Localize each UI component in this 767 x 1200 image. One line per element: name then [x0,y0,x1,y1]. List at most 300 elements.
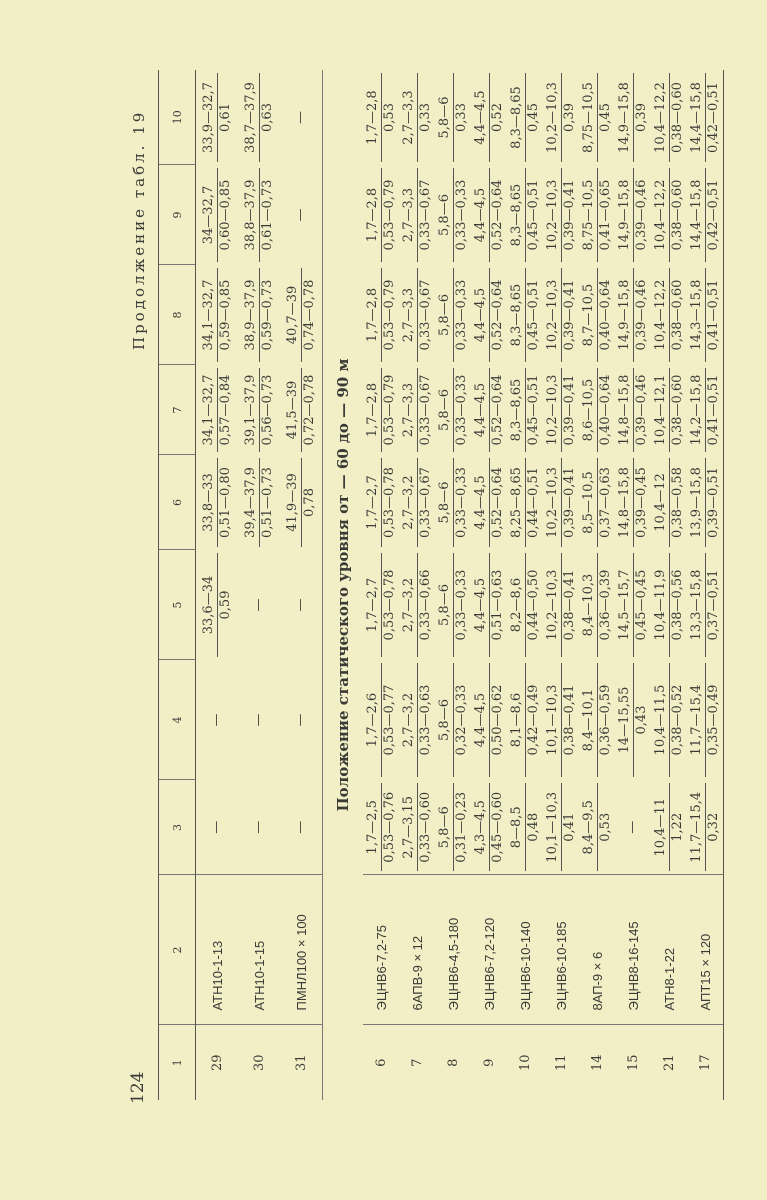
head-range: 33,9—32,7 [201,73,218,162]
head-range: 4,4—4,5 [473,368,490,452]
value-cell [399,70,435,165]
cell-value: — [251,820,266,834]
value-cell [435,455,471,550]
value-cell [687,455,724,550]
head-range: 38,8—37,9 [243,168,260,262]
value-cell [196,455,239,550]
efficiency-range: 0,45—0,45 [633,569,649,641]
pump-name: АПТ15 × 120 [687,875,724,1025]
efficiency-range: 0,53 [597,812,613,842]
head-range: 11,7—15,4 [689,663,706,777]
value-cell [615,165,651,265]
value-cell [238,365,280,455]
head-range: 41,9—39 [285,458,302,547]
head-range: 14,9—15,8 [617,73,634,162]
value-cell [687,780,724,875]
value-cell [507,455,543,550]
head-range: 14—15,55 [617,663,634,777]
efficiency-range: 0,51—0,80 [217,467,233,538]
efficiency-range: 0,59—0,85 [217,279,233,351]
efficiency-range: 0,53—0,78 [381,569,397,641]
head-range: 14,5—15,7 [617,553,634,657]
head-range: 10,4—12,2 [653,73,670,162]
value-cell [543,660,579,780]
efficiency-range: 0,36—0,59 [597,684,613,756]
value-cell [363,660,399,780]
head-range: 10,4—12,2 [653,168,670,262]
value-cell [435,70,471,165]
pump-name: АТН10-1-15 [238,875,280,1025]
value-cell [238,550,280,660]
value-cell [579,660,615,780]
efficiency-range: 0,39—0,41 [561,279,577,351]
efficiency-range: 0,45—0,51 [525,279,541,351]
value-cell [435,550,471,660]
head-range: 8,2—8,6 [509,553,526,657]
column-header: 1 [159,1025,196,1100]
efficiency-range: 0,33—0,33 [453,467,469,538]
pump-name: ЭЦНВ6-7,2-75 [363,875,399,1025]
head-range: 8,3—8,65 [509,73,526,162]
efficiency-range: 0,38—0,41 [561,569,577,641]
head-range: 14,2—15,8 [689,368,706,452]
cell-value: — [251,713,266,727]
efficiency-range: 0,45 [597,103,613,132]
head-range: 5,8—6 [437,553,454,657]
column-header: 6 [159,455,196,550]
head-range: 4,4—4,5 [473,663,490,777]
value-cell [471,70,507,165]
head-range: 4,4—4,5 [473,73,490,162]
cell-value: — [293,598,308,612]
efficiency-range: 0,41—0,65 [597,179,613,251]
efficiency-range: 0,40—0,64 [597,279,613,351]
column-header: 7 [159,365,196,455]
efficiency-range: 0,33—0,67 [417,467,433,538]
efficiency-range: 0,33—0,63 [417,684,433,756]
page-number: 124 [128,1071,148,1104]
value-cell [435,660,471,780]
head-range: 2,7—3,15 [401,783,418,872]
head-range: 11,7—15,4 [689,783,706,872]
value-cell [363,365,399,455]
value-cell [238,660,280,780]
value-cell [579,365,615,455]
value-cell [196,780,239,875]
head-range: 13,3—15,8 [689,553,706,657]
table-row [543,70,579,1100]
head-range: 2,7—3,2 [401,458,418,547]
head-range: 2,7—3,3 [401,73,418,162]
value-cell [196,550,239,660]
efficiency-range: 0,53—0,79 [381,279,397,351]
value-cell [615,365,651,455]
cell-value: — [293,713,308,727]
head-range: 1,7—2,8 [365,73,382,162]
efficiency-range: 0,53 [381,103,397,132]
head-range: 5,8—6 [437,168,454,262]
value-cell [471,780,507,875]
value-cell [196,660,239,780]
value-cell [399,660,435,780]
efficiency-range: 0,39—0,41 [561,179,577,251]
row-number: 31 [293,1054,309,1072]
efficiency-range: 0,42—0,49 [525,684,541,756]
value-cell [651,365,687,455]
value-cell [579,455,615,550]
head-range: 14,9—15,8 [617,268,634,362]
efficiency-range: 0,33 [417,103,433,132]
head-range: 34—32,7 [201,168,218,262]
head-range: 13,9—15,8 [689,458,706,547]
value-cell [435,165,471,265]
value-cell [579,265,615,365]
head-range: 10,2—10,3 [545,168,562,262]
value-cell [280,660,323,780]
value-cell [507,780,543,875]
efficiency-range: 0,35—0,49 [705,684,721,756]
value-cell [687,660,724,780]
row-number: 6 [373,1058,389,1067]
efficiency-range: 0,33—0,66 [417,569,433,641]
head-range: 10,2—10,3 [545,458,562,547]
pump-name: АТН10-1-13 [196,875,239,1025]
value-cell [280,550,323,660]
cell-value: — [625,820,640,834]
head-range: 5,8—6 [437,458,454,547]
head-range: 10,4—12,1 [653,368,670,452]
value-cell [471,365,507,455]
efficiency-range: 0,52 [489,103,505,132]
table-row [471,70,507,1100]
value-cell [507,265,543,365]
efficiency-range: 0,38—0,60 [669,82,685,153]
head-range: 8,75—10,5 [581,73,598,162]
head-range: 14,4—15,8 [689,168,706,262]
head-range: 10,4—11 [653,783,670,872]
value-cell [543,455,579,550]
head-range: 5,8—6 [437,663,454,777]
value-cell [196,165,239,265]
cell-value: — [293,111,308,124]
efficiency-range: 0,38—0,56 [669,569,685,641]
efficiency-range: 0,74—0,78 [301,279,317,351]
head-range: 10,2—10,3 [545,73,562,162]
row-number: 21 [661,1054,677,1072]
value-cell [238,165,280,265]
head-range: 4,4—4,5 [473,168,490,262]
value-cell [543,365,579,455]
efficiency-range: 0,36—0,39 [597,569,613,641]
value-cell [651,70,687,165]
value-cell [579,780,615,875]
efficiency-range: 0,72—0,78 [301,374,317,446]
value-cell [651,550,687,660]
value-cell [238,265,280,365]
efficiency-range: 0,39 [633,103,649,132]
efficiency-range: 0,44—0,50 [525,569,541,641]
value-cell [687,165,724,265]
efficiency-range: 0,33—0,33 [453,569,469,641]
head-range: 33,8—33 [201,458,218,547]
head-range: 8,7—10,5 [581,268,598,362]
efficiency-range: 0,61 [217,103,233,132]
value-cell [507,550,543,660]
value-cell [196,265,239,365]
value-cell [687,265,724,365]
head-range: 4,4—4,5 [473,553,490,657]
efficiency-range: 0,56—0,73 [259,374,275,446]
efficiency-range: 0,33 [453,103,469,132]
table-continuation-title: Продолжение табл. 19 [130,109,148,350]
pump-name: 8АП-9 × 6 [579,875,615,1025]
efficiency-range: 0,39—0,51 [705,467,721,538]
table-row [238,70,280,1100]
cell-value: — [209,713,224,727]
value-cell [399,780,435,875]
efficiency-range: 0,39—0,46 [633,374,649,446]
value-cell [196,365,239,455]
efficiency-range: 0,37—0,63 [597,467,613,538]
value-cell [579,550,615,660]
value-cell [363,70,399,165]
head-range: 5,8—6 [437,268,454,362]
value-cell [280,165,323,265]
efficiency-range: 0,61—0,73 [259,179,275,251]
value-cell [399,165,435,265]
table-row [280,70,323,1100]
head-range: 10,2—10,3 [545,368,562,452]
head-range: 34,1—32,7 [201,268,218,362]
value-cell [196,70,239,165]
pump-name: ЭЦНВ6-10-140 [507,875,543,1025]
head-range: 5,8—6 [437,368,454,452]
head-range: 10,4—11,5 [653,663,670,777]
head-range: 10,4—12 [653,458,670,547]
efficiency-range: 0,51—0,73 [259,467,275,538]
value-cell [363,165,399,265]
value-cell [471,455,507,550]
value-cell [543,70,579,165]
head-range: 10,4—12,2 [653,268,670,362]
head-range: 14,9—15,8 [617,168,634,262]
value-cell [687,550,724,660]
efficiency-range: 0,33—0,67 [417,179,433,251]
head-range: 1,7—2,7 [365,553,382,657]
section-row [323,70,364,1100]
column-header: 3 [159,780,196,875]
efficiency-range: 0,53—0,79 [381,374,397,446]
value-cell [651,455,687,550]
head-range: 2,7—3,2 [401,663,418,777]
value-cell [471,550,507,660]
column-header: 10 [159,70,196,165]
value-cell [651,165,687,265]
efficiency-range: 0,45—0,60 [489,791,505,863]
value-cell [507,165,543,265]
efficiency-range: 0,52—0,64 [489,374,505,446]
value-cell [471,165,507,265]
row-number: 7 [409,1058,425,1067]
head-range: 4,4—4,5 [473,458,490,547]
efficiency-range: 0,48 [525,812,541,842]
efficiency-range: 0,52—0,64 [489,279,505,351]
head-range: 8,4—9,5 [581,783,598,872]
row-number: 29 [209,1054,225,1072]
head-range: 2,7—3,2 [401,553,418,657]
value-cell [280,455,323,550]
row-number: 30 [251,1054,267,1072]
value-cell [280,265,323,365]
head-range: 2,7—3,3 [401,268,418,362]
table-row [399,70,435,1100]
row-number: 9 [481,1058,497,1067]
value-cell [687,365,724,455]
efficiency-range: 0,41—0,51 [705,279,721,351]
value-cell [363,455,399,550]
head-range: 8,3—8,65 [509,368,526,452]
efficiency-range: 0,53—0,78 [381,467,397,538]
efficiency-range: 0,78 [301,488,317,517]
value-cell [435,780,471,875]
head-range: 10,2—10,3 [545,553,562,657]
header-row [159,70,196,1100]
head-range: 8,3—8,65 [509,168,526,262]
cell-value: — [293,208,308,222]
value-cell [651,265,687,365]
value-cell [280,780,323,875]
efficiency-range: 0,33—0,33 [453,374,469,446]
head-range: 34,1—32,7 [201,368,218,452]
efficiency-range: 0,33—0,67 [417,279,433,351]
efficiency-range: 0,38—0,60 [669,374,685,446]
value-cell [471,660,507,780]
value-cell [280,70,323,165]
efficiency-range: 0,38—0,60 [669,279,685,351]
head-range: 8,25—8,65 [509,458,526,547]
value-cell [615,550,651,660]
value-cell [543,550,579,660]
value-cell [435,365,471,455]
pump-name: ЭЦНВ6-10-185 [543,875,579,1025]
head-range: 1,7—2,8 [365,268,382,362]
column-header: 4 [159,660,196,780]
row-number: 8 [445,1058,461,1067]
head-range: 1,7—2,5 [365,783,382,872]
efficiency-range: 0,59 [217,590,233,620]
pump-name: 6АПВ-9 × 12 [399,875,435,1025]
efficiency-range: 0,39—0,41 [561,467,577,538]
row-number: 14 [589,1054,605,1072]
efficiency-range: 0,37—0,51 [705,569,721,641]
head-range: 1,7—2,8 [365,368,382,452]
efficiency-range: 0,57—0,84 [217,374,233,446]
pump-name: ЭЦНВ8-16-145 [615,875,651,1025]
efficiency-range: 0,38—0,52 [669,684,685,756]
efficiency-range: 0,33—0,60 [417,791,433,863]
column-header: 2 [159,875,196,1025]
head-range: 5,8—6 [437,783,454,872]
pump-data-table [158,70,724,1100]
row-number: 17 [687,1025,724,1100]
pump-name: ПМНЛ100 × 100 [280,875,323,1025]
head-range: 4,3—4,5 [473,783,490,872]
efficiency-range: 0,39—0,46 [633,179,649,251]
row-number: 15 [625,1054,641,1072]
efficiency-range: 0,44—0,51 [525,467,541,538]
value-cell [615,660,651,780]
value-cell [507,365,543,455]
value-cell [543,165,579,265]
efficiency-range: 0,45—0,51 [525,179,541,251]
value-cell [363,780,399,875]
row-number: 10 [517,1054,533,1072]
value-cell [238,70,280,165]
value-cell [687,70,724,165]
efficiency-range: 0,33—0,33 [453,179,469,251]
pump-name: АТН8-1-22 [651,875,687,1025]
efficiency-range: 0,39—0,46 [633,279,649,351]
head-range: 8,5—10,5 [581,458,598,547]
head-range: 5,8—6 [437,73,454,162]
efficiency-range: 0,53—0,76 [381,791,397,863]
efficiency-range: 0,52—0,64 [489,467,505,538]
value-cell [471,265,507,365]
row-number: 11 [553,1054,569,1072]
head-range: 1,7—2,8 [365,168,382,262]
value-cell [543,780,579,875]
table-row [687,70,724,1100]
value-cell [651,660,687,780]
cell-value: — [209,820,224,834]
head-range: 8,75—10,5 [581,168,598,262]
head-range: 2,7—3,3 [401,368,418,452]
efficiency-range: 1,22 [669,812,685,842]
head-range: 10,1—10,3 [545,783,562,872]
efficiency-range: 0,51—0,63 [489,569,505,641]
head-range: 39,1—37,9 [243,368,260,452]
head-range: 10,1—10,3 [545,663,562,777]
efficiency-range: 0,45 [525,103,541,132]
value-cell [507,660,543,780]
column-header: 9 [159,165,196,265]
head-range: 33,6—34 [201,553,218,657]
value-cell [399,550,435,660]
efficiency-range: 0,33—0,33 [453,279,469,351]
head-range: 39,4—37,9 [243,458,260,547]
efficiency-range: 0,53—0,77 [381,684,397,756]
head-range: 4,4—4,5 [473,268,490,362]
head-range: 10,4—11,9 [653,553,670,657]
pump-name: ЭЦНВ6-7,2-120 [471,875,507,1025]
head-range: 14,4—15,8 [689,73,706,162]
efficiency-range: 0,38—0,58 [669,467,685,538]
efficiency-range: 0,39—0,41 [561,374,577,446]
head-range: 8,4—10,3 [581,553,598,657]
head-range: 1,7—2,6 [365,663,382,777]
value-cell [238,780,280,875]
cell-value: — [293,820,308,834]
pump-name: ЭЦНВ6-4,5-180 [435,875,471,1025]
head-range: 8,6—10,5 [581,368,598,452]
value-cell [399,265,435,365]
value-cell [579,70,615,165]
efficiency-range: 0,63 [259,103,275,132]
head-range: 38,7—37,9 [243,73,260,162]
value-cell [651,780,687,875]
efficiency-range: 0,43 [633,705,649,735]
value-cell [615,455,651,550]
